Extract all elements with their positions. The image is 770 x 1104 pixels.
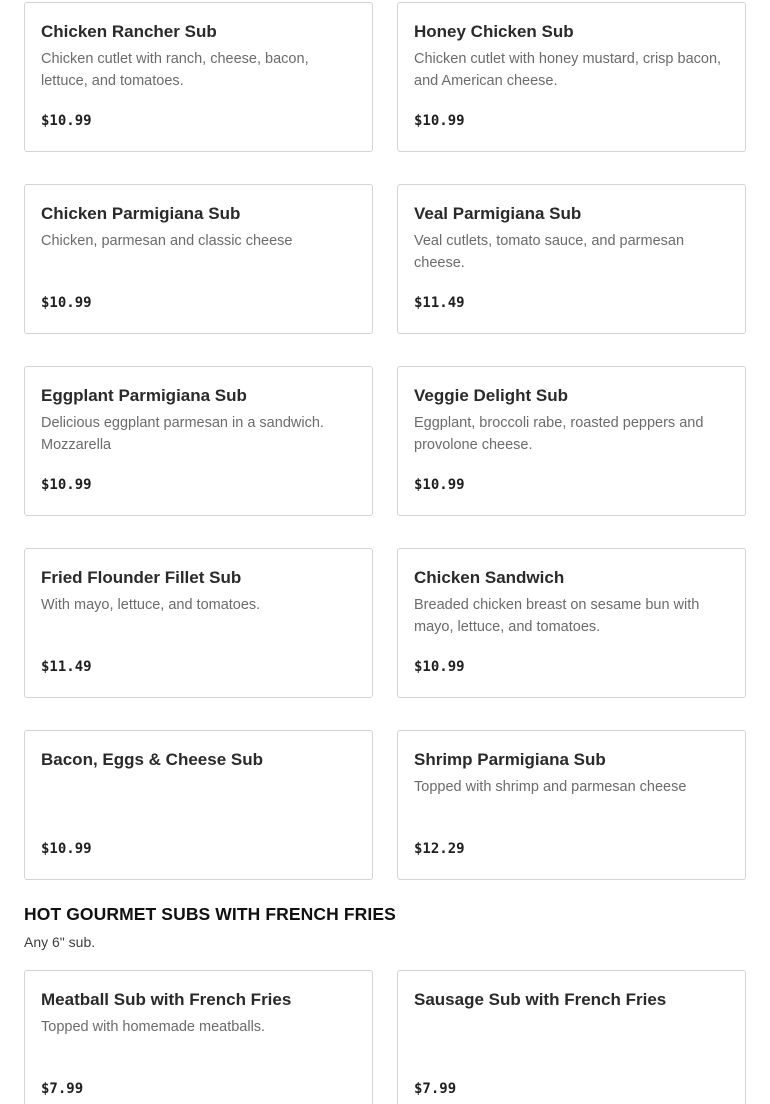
item-description: Veal cutlets, tomato sauce, and parmesan cheese. xyxy=(414,233,685,271)
item-name: Veal Parmigiana Sub xyxy=(414,204,582,223)
item-price: $7.99 xyxy=(414,1081,457,1097)
menu-item-card[interactable] xyxy=(24,548,373,698)
item-name: Chicken Parmigiana Sub xyxy=(41,204,241,223)
item-price: $10.99 xyxy=(414,477,465,493)
item-name: Honey Chicken Sub xyxy=(414,22,574,41)
item-price: $12.29 xyxy=(414,841,465,857)
item-description: Delicious eggplant parmesan in a sandwich. Mozzarella xyxy=(41,415,324,453)
item-name: Sausage Sub with French Fries xyxy=(414,990,667,1009)
item-name: Meatball Sub with French Fries xyxy=(41,990,292,1009)
item-description: Breaded chicken breast on sesame bun with mayo, lettuce, and tomatoes. xyxy=(414,597,700,635)
item-description: Chicken cutlet with honey mustard, crisp bacon, and American cheese. xyxy=(414,51,722,89)
menu-item-card[interactable] xyxy=(24,970,373,1104)
item-description: Topped with homemade meatballs. xyxy=(41,1019,266,1035)
menu-item-card[interactable] xyxy=(397,970,746,1104)
menu-item-card[interactable] xyxy=(397,366,746,516)
item-price: $10.99 xyxy=(41,841,92,857)
menu-item-card[interactable] xyxy=(397,548,746,698)
item-name: Chicken Sandwich xyxy=(414,568,565,587)
item-price: $10.99 xyxy=(414,113,465,129)
section-title: HOT GOURMET SUBS WITH FRENCH FRIES xyxy=(24,904,396,924)
section-subtitle: Any 6" sub. xyxy=(24,934,96,950)
menu-item-card[interactable] xyxy=(24,2,373,152)
item-price: $10.99 xyxy=(41,477,92,493)
menu-items-grid xyxy=(24,2,746,880)
item-name: Shrimp Parmigiana Sub xyxy=(414,750,606,769)
item-price: $11.49 xyxy=(41,659,92,675)
item-price: $11.49 xyxy=(414,295,465,311)
item-description: Topped with shrimp and parmesan cheese xyxy=(414,779,687,795)
menu-item-card[interactable] xyxy=(397,2,746,152)
menu-item-card[interactable] xyxy=(397,730,746,880)
item-name: Chicken Rancher Sub xyxy=(41,22,217,41)
item-price: $10.99 xyxy=(414,659,465,675)
menu-items-grid xyxy=(24,970,746,1104)
item-description: With mayo, lettuce, and tomatoes. xyxy=(41,597,261,613)
menu-item-card[interactable] xyxy=(24,730,373,880)
item-name: Bacon, Eggs & Cheese Sub xyxy=(41,750,263,769)
item-price: $7.99 xyxy=(41,1081,84,1097)
menu-item-card[interactable] xyxy=(24,366,373,516)
menu-item-card[interactable] xyxy=(397,184,746,334)
item-name: Fried Flounder Fillet Sub xyxy=(41,568,242,587)
item-price: $10.99 xyxy=(41,295,92,311)
menu-item-card[interactable] xyxy=(24,184,373,334)
section-header xyxy=(24,904,396,950)
item-name: Veggie Delight Sub xyxy=(414,386,568,405)
item-name: Eggplant Parmigiana Sub xyxy=(41,386,247,405)
item-description: Eggplant, broccoli rabe, roasted peppers and provolone cheese. xyxy=(414,415,704,453)
item-description: Chicken cutlet with ranch, cheese, bacon, lettuce, and tomatoes. xyxy=(41,51,309,89)
item-price: $10.99 xyxy=(41,113,92,129)
item-description: Chicken, parmesan and classic cheese xyxy=(41,233,293,249)
